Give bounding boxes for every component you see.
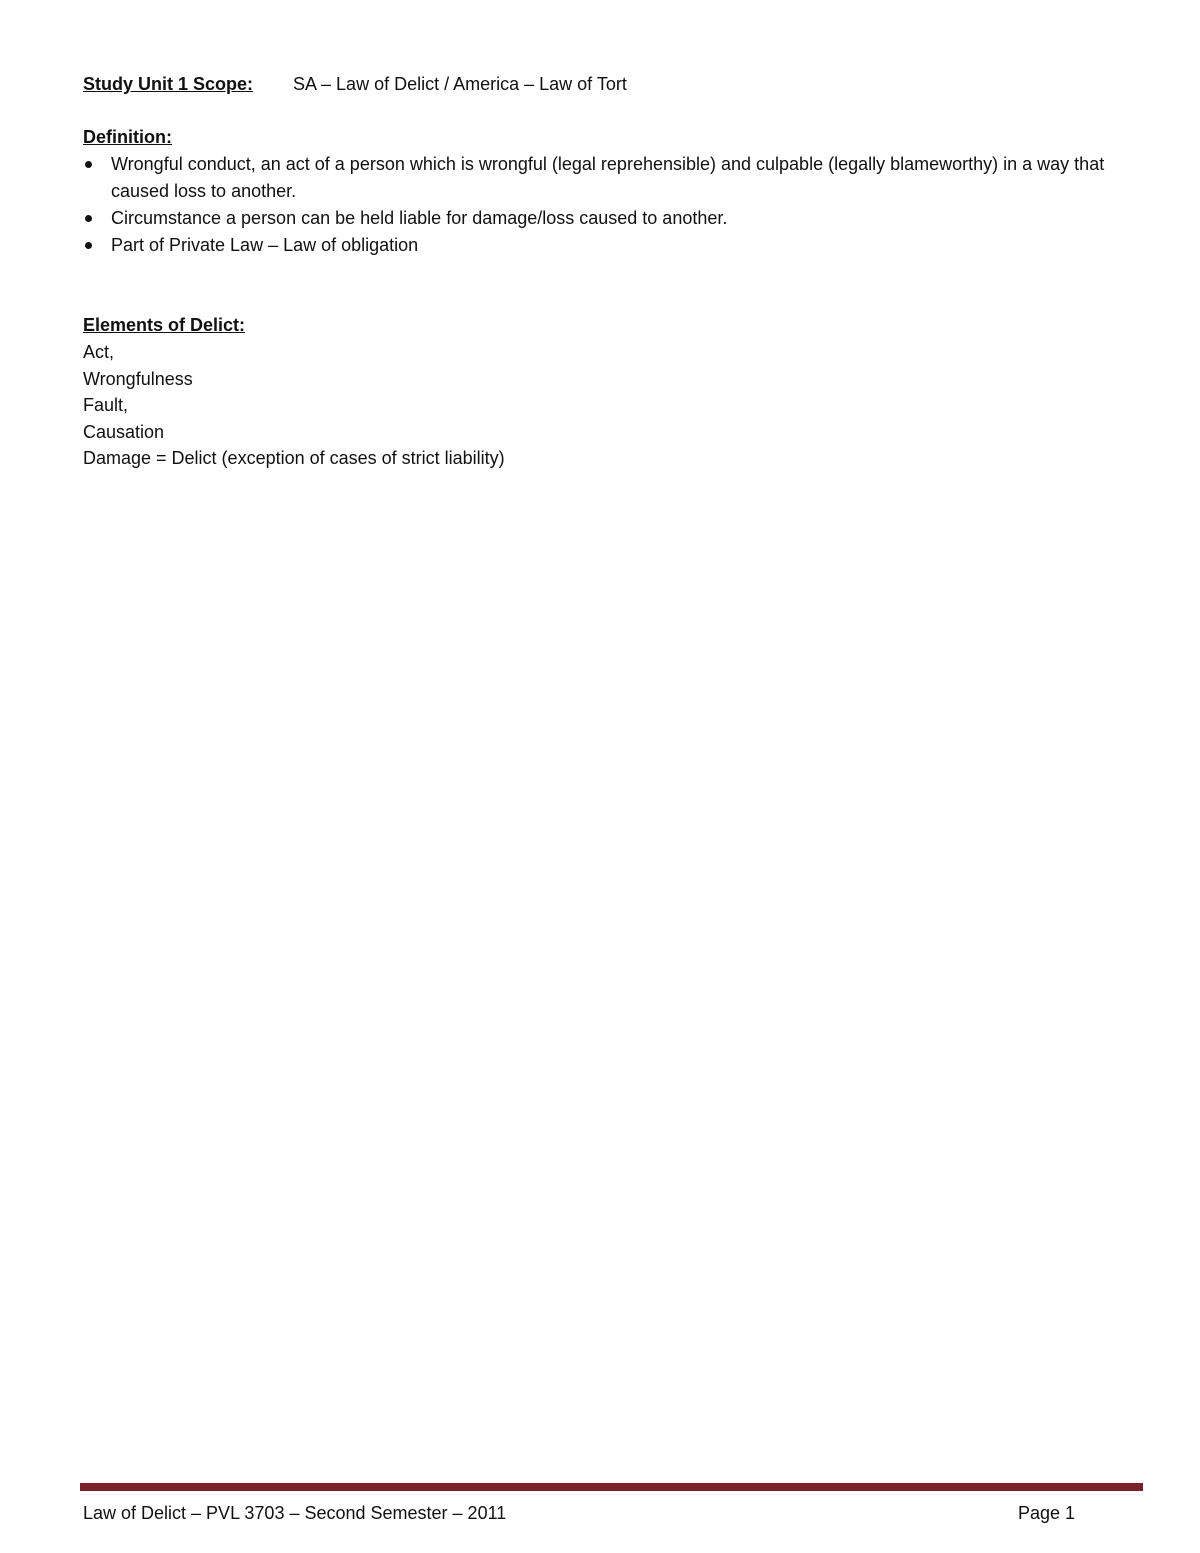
definition-list [83, 151, 1143, 259]
study-unit-heading [83, 72, 627, 96]
list-item [83, 151, 1143, 205]
element-item: Fault, [83, 395, 129, 415]
element-item: Wrongfulness [83, 368, 193, 389]
element-item: Act, [83, 342, 115, 362]
study-unit-label: Study Unit 1 Scope: [83, 74, 254, 94]
definition-heading: Definition: [83, 127, 172, 147]
bullet-icon [85, 242, 92, 249]
element-item: Causation [83, 421, 165, 442]
list-item [83, 205, 1143, 232]
definition-text: Circumstance a person can be held liable for damage/loss caused to another. [111, 208, 728, 228]
list-item [83, 232, 1143, 259]
footer-divider [80, 1483, 1143, 1491]
definition-text: Wrongful conduct, an act of a person which is wrongful (legal reprehensible) and culpable (legally blameworthy) in a way that caused loss to another. [111, 154, 1105, 201]
element-item: Damage = Delict (exception of cases of strict liability) [83, 448, 505, 468]
footer-course-info: Law of Delict – PVL 3703 – Second Semester – 2011 [83, 1503, 507, 1523]
bullet-icon [85, 161, 92, 168]
elements-list [83, 339, 505, 472]
bullet-icon [85, 215, 92, 222]
page-number: Page 1 [1018, 1503, 1076, 1523]
study-unit-scope: SA – Law of Delict / America – Law of Tort [293, 74, 627, 94]
definition-text: Part of Private Law – Law of obligation [111, 235, 419, 255]
elements-heading: Elements of Delict: [83, 315, 246, 335]
